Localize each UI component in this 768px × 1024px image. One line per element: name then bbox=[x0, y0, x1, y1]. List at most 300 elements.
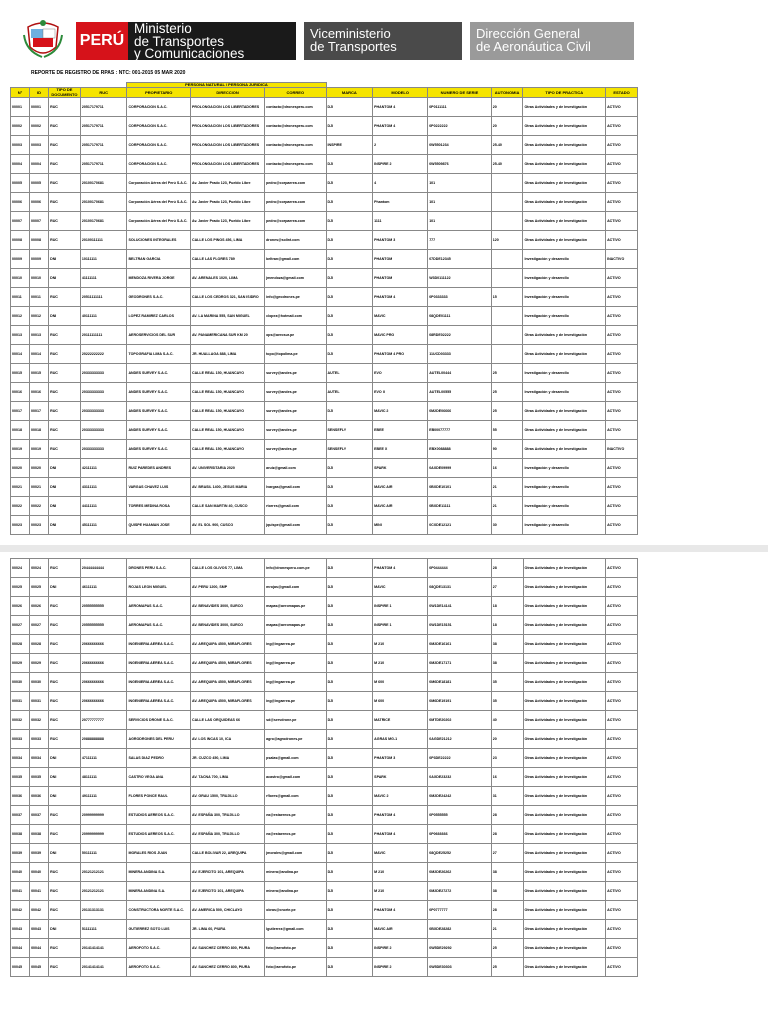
cell-address: CALLE LAS ORQUIDEAS 66 bbox=[191, 711, 265, 730]
cell-owner: TOPOGRAFIA LIMA S.A.C. bbox=[127, 345, 191, 364]
cell-number: 00018 bbox=[11, 421, 30, 440]
cell-email: rflores@gmail.com bbox=[265, 787, 326, 806]
cell-ruc: 20222222222 bbox=[80, 345, 127, 364]
cell-status: ACTIVO bbox=[606, 901, 638, 920]
cell-serial: 0W5DE30303 bbox=[428, 958, 492, 977]
cell-practice-type: Otras Actividades y de Investigación bbox=[523, 844, 606, 863]
cell-address: Av. Javier Prado 123, Pueblo Libre bbox=[190, 193, 264, 212]
cell-id: 00036 bbox=[30, 787, 49, 806]
cell-serial: 0W1DE14141 bbox=[428, 597, 492, 616]
cell-ruc: 10111111 bbox=[80, 250, 127, 269]
cell-serial: 0M2DE06666 bbox=[428, 402, 492, 421]
cell-status: ACTIVO bbox=[606, 212, 638, 231]
cell-email: aruiz@gmail.com bbox=[265, 459, 326, 478]
cell-email: pedro@corpaerea.com bbox=[265, 193, 326, 212]
cell-email: minera@andina.pe bbox=[265, 863, 326, 882]
cell-serial: AUTEL00444 bbox=[428, 364, 492, 383]
cell-serial: 101 bbox=[428, 193, 492, 212]
table-row bbox=[11, 288, 638, 307]
cell-number: 00013 bbox=[11, 326, 30, 345]
cell-ruc: 20517179711 bbox=[80, 117, 127, 136]
cell-id: 00010 bbox=[30, 269, 49, 288]
cell-status: ACTIVO bbox=[606, 806, 638, 825]
cell-model: SPARK bbox=[373, 459, 428, 478]
cell-number: 00029 bbox=[11, 654, 30, 673]
cell-ruc: 20121212121 bbox=[80, 863, 127, 882]
cell-doc-type: RUC bbox=[49, 939, 81, 958]
cell-address: JR. HUALLAGA 888, LIMA bbox=[190, 345, 264, 364]
cell-email: psalas@gmail.com bbox=[265, 749, 326, 768]
cell-status: ACTIVO bbox=[606, 616, 638, 635]
cell-owner: BELTRAN GARCIA bbox=[127, 250, 191, 269]
cell-id: 00003 bbox=[30, 136, 49, 155]
cell-address: CALLE BOLIVAR 22, AREQUIPA bbox=[191, 844, 265, 863]
cell-address: AV. ARENALES 1020, LIMA bbox=[190, 269, 264, 288]
cell-doc-type: DNI bbox=[49, 844, 81, 863]
cell-brand: DJI bbox=[326, 459, 373, 478]
cell-model: PHANTOM 4 bbox=[373, 825, 428, 844]
cell-autonomy bbox=[491, 307, 523, 326]
cell-autonomy: 20 bbox=[491, 730, 523, 749]
cell-status: ACTIVO bbox=[606, 863, 638, 882]
vice-line-1: Viceministerio bbox=[310, 26, 391, 41]
cell-address: AV. EJERCITO 101, AREQUIPA bbox=[191, 863, 265, 882]
cell-address: AV. AMERICA 500, CHICLAYO bbox=[191, 901, 265, 920]
cell-id: 00011 bbox=[30, 288, 49, 307]
ministry-line-1: Ministerio bbox=[134, 21, 192, 36]
table-row bbox=[11, 578, 638, 597]
cell-brand: AUTEL bbox=[326, 383, 373, 402]
cell-doc-type: RUC bbox=[49, 117, 81, 136]
cell-address: AV. PANAMERICANA SUR KM 20 bbox=[190, 326, 264, 345]
cell-email: beltran@gmail.com bbox=[265, 250, 326, 269]
cell-owner: ESTUDIOS AEREOS S.A.C. bbox=[127, 806, 191, 825]
cell-practice-type: Investigación y desarrollo bbox=[523, 269, 606, 288]
cell-brand: DJI bbox=[326, 174, 373, 193]
cell-id: 00018 bbox=[30, 421, 49, 440]
cell-status: ACTIVO bbox=[606, 421, 638, 440]
table-row bbox=[11, 806, 638, 825]
cell-serial: 07DDE12345 bbox=[428, 250, 492, 269]
cell-address: AV. EJERCITO 101, AREQUIPA bbox=[191, 882, 265, 901]
cell-doc-type: RUC bbox=[49, 288, 81, 307]
cell-autonomy: 16 bbox=[491, 768, 523, 787]
cell-status: ACTIVO bbox=[606, 711, 638, 730]
cell-address: PROLONGACION LOS LIBERTADORES bbox=[190, 117, 264, 136]
cell-address: AV. BENAVIDES 3000, SURCO bbox=[191, 597, 265, 616]
cell-doc-type: RUC bbox=[49, 692, 81, 711]
cell-id: 00019 bbox=[30, 440, 49, 459]
cell-autonomy: 27 bbox=[491, 578, 523, 597]
cell-doc-type: RUC bbox=[49, 193, 81, 212]
cell-id: 00041 bbox=[30, 882, 49, 901]
cell-brand: DJI bbox=[326, 497, 373, 516]
cell-brand: SENSEFLY bbox=[326, 440, 373, 459]
cell-autonomy: 40 bbox=[491, 711, 523, 730]
cell-ruc: 20100170681 bbox=[80, 212, 127, 231]
cell-brand: DJI bbox=[326, 711, 373, 730]
cell-owner: CORPORACION S.A.C. bbox=[127, 117, 191, 136]
cell-serial: 0CXDE12121 bbox=[428, 516, 492, 535]
cell-serial: 0P0111111 bbox=[428, 98, 492, 117]
cell-id: 00012 bbox=[30, 307, 49, 326]
cell-brand: DJI bbox=[326, 882, 373, 901]
cell-ruc: 20517179711 bbox=[80, 136, 127, 155]
cell-status: ACTIVO bbox=[606, 844, 638, 863]
cell-practice-type: Otras Actividades y de Investigación bbox=[523, 98, 606, 117]
cell-doc-type: RUC bbox=[49, 863, 81, 882]
cell-serial: 0M2DE26262 bbox=[428, 863, 492, 882]
cell-model: PHANTOM 4 bbox=[373, 288, 428, 307]
cell-practice-type: Investigación y desarrollo bbox=[523, 250, 606, 269]
cell-id: 00038 bbox=[30, 825, 49, 844]
cell-email: pedro@corpaerea.com bbox=[265, 212, 326, 231]
report-title: REPORTE DE REGISTRO DE RPAS : NTC: 001-2015 05 MAR 2020 bbox=[31, 70, 186, 76]
cell-doc-type: RUC bbox=[49, 174, 81, 193]
cell-autonomy: 38 bbox=[491, 882, 523, 901]
cell-number: 00005 bbox=[11, 174, 30, 193]
cell-number: 00003 bbox=[11, 136, 30, 155]
cell-owner: Corporación Aérea del Perú S.A.C. bbox=[127, 174, 191, 193]
cell-owner: INGENIERIA AEREA S.A.C. bbox=[127, 654, 191, 673]
cell-autonomy: 23 bbox=[491, 749, 523, 768]
cell-address: AV. BENAVIDES 3000, SURCO bbox=[191, 616, 265, 635]
cell-id: 00031 bbox=[30, 692, 49, 711]
cell-serial: 0BXDE10101 bbox=[428, 478, 492, 497]
cell-id: 00015 bbox=[30, 364, 49, 383]
cell-autonomy: 38 bbox=[491, 863, 523, 882]
cell-ruc: 20666666666 bbox=[80, 635, 127, 654]
cell-serial: 0P0555555 bbox=[428, 806, 492, 825]
cell-number: 00020 bbox=[11, 459, 30, 478]
cell-email: topo@topolima.pe bbox=[265, 345, 326, 364]
cell-owner: DRONES PERU S.A.C. bbox=[127, 559, 191, 578]
cell-serial: 0W1DE15151 bbox=[428, 616, 492, 635]
cell-status: ACTIVO bbox=[606, 920, 638, 939]
cell-owner: GEODRONES S.A.C. bbox=[127, 288, 191, 307]
cell-address: AV. LA MARINA 555, SAN MIGUEL bbox=[190, 307, 264, 326]
vice-line-2: de Transportes bbox=[310, 38, 397, 54]
cell-email: info@dronesperu.com.pe bbox=[265, 559, 326, 578]
cell-practice-type: Otras Actividades y de Investigación bbox=[523, 635, 606, 654]
cell-practice-type: Otras Actividades y de Investigación bbox=[523, 825, 606, 844]
cell-autonomy: 25 bbox=[491, 958, 523, 977]
table-row bbox=[11, 440, 638, 459]
cell-brand: DJI bbox=[326, 806, 373, 825]
cell-practice-type: Otras Actividades y de Investigación bbox=[523, 711, 606, 730]
column-header: CORREO bbox=[265, 88, 326, 98]
table-row bbox=[11, 882, 638, 901]
cell-serial: 0P0222222 bbox=[428, 117, 492, 136]
cell-id: 00035 bbox=[30, 768, 49, 787]
table-row bbox=[11, 98, 638, 117]
table-row bbox=[11, 459, 638, 478]
cell-autonomy: 90 bbox=[491, 440, 523, 459]
cell-number: 00030 bbox=[11, 673, 30, 692]
cell-id: 00033 bbox=[30, 730, 49, 749]
cell-email: sd@servdrone.pe bbox=[265, 711, 326, 730]
cell-id: 00022 bbox=[30, 497, 49, 516]
table-row bbox=[11, 155, 638, 174]
peru-label: PERÚ bbox=[76, 22, 128, 60]
cell-model: EBEE bbox=[373, 421, 428, 440]
cell-owner: ANDES SURVEY S.A.C. bbox=[127, 402, 191, 421]
cell-brand: DJI bbox=[326, 345, 373, 364]
table-row bbox=[11, 231, 638, 250]
cell-autonomy bbox=[491, 212, 523, 231]
cell-id: 00014 bbox=[30, 345, 49, 364]
cell-practice-type: Otras Actividades y de Investigación bbox=[523, 749, 606, 768]
cell-number: 00037 bbox=[11, 806, 30, 825]
cell-practice-type: Otras Actividades y de Investigación bbox=[523, 174, 606, 193]
cell-email: survey@andes.pe bbox=[265, 364, 326, 383]
cell-address: AV. SANCHEZ CERRO 800, PIURA bbox=[191, 939, 265, 958]
cell-serial: 08QDE01111 bbox=[428, 307, 492, 326]
cell-practice-type: Otras Actividades y de Investigación bbox=[523, 730, 606, 749]
cell-practice-type: Otras Actividades y de Investigación bbox=[523, 559, 606, 578]
cell-doc-type: RUC bbox=[49, 326, 81, 345]
cell-model: INSPIRE 1 bbox=[373, 616, 428, 635]
cell-number: 00015 bbox=[11, 364, 30, 383]
cell-brand: DJI bbox=[326, 597, 373, 616]
cell-autonomy: 25 bbox=[491, 402, 523, 421]
cell-email: jquispe@gmail.com bbox=[265, 516, 326, 535]
cell-model: Phantom bbox=[373, 193, 428, 212]
cell-owner: MENDOZA RIVERA JORGE bbox=[127, 269, 191, 288]
cell-model: M 210 bbox=[373, 654, 428, 673]
cell-model: INSPIRE 1 bbox=[373, 597, 428, 616]
table-row bbox=[11, 250, 638, 269]
table-row bbox=[11, 635, 638, 654]
cell-id: 00042 bbox=[30, 901, 49, 920]
report-page-2 bbox=[0, 552, 768, 1024]
cell-status: ACTIVO bbox=[606, 692, 638, 711]
cell-owner: MINERA ANDINA S.A. bbox=[127, 882, 191, 901]
cell-autonomy bbox=[491, 250, 523, 269]
cell-model: INSPIRE 2 bbox=[373, 155, 428, 174]
cell-brand: DJI bbox=[326, 749, 373, 768]
cell-doc-type: DNI bbox=[49, 749, 81, 768]
cell-owner: VARGAS CHAVEZ LUIS bbox=[127, 478, 191, 497]
cell-status: ACTIVO bbox=[606, 787, 638, 806]
cell-ruc: 48111111 bbox=[80, 768, 127, 787]
cell-address: CALLE REAL 150, HUANCAYO bbox=[190, 440, 264, 459]
cell-serial: 08RDE02222 bbox=[428, 326, 492, 345]
cell-address: AV. PERU 1200, SMP bbox=[191, 578, 265, 597]
ministry-line-3: y Comunicaciones bbox=[134, 46, 245, 61]
cell-autonomy: 25 bbox=[491, 364, 523, 383]
cell-ruc: 20555555555 bbox=[80, 597, 127, 616]
cell-brand: DJI bbox=[326, 578, 373, 597]
cell-status: ACTIVO bbox=[606, 307, 638, 326]
cell-model: MAVIC PRO bbox=[373, 326, 428, 345]
cell-serial: 08QDE25252 bbox=[428, 844, 492, 863]
cell-autonomy bbox=[491, 345, 523, 364]
cell-serial: 0W5509876 bbox=[428, 155, 492, 174]
column-header: TIPO DE DOCUMENTO bbox=[49, 88, 81, 98]
cell-number: 00028 bbox=[11, 635, 30, 654]
cell-brand: DJI bbox=[326, 326, 373, 345]
cell-email: minera@andina.pe bbox=[265, 882, 326, 901]
cell-status: ACTIVO bbox=[606, 497, 638, 516]
cell-status: ACTIVO bbox=[606, 635, 638, 654]
cell-model: MAVIC AIR bbox=[373, 478, 428, 497]
cell-ruc: 20999999999 bbox=[80, 825, 127, 844]
column-header: ESTADO bbox=[606, 88, 638, 98]
cell-number: 00044 bbox=[11, 939, 30, 958]
cell-address: PROLONGACION LOS LIBERTADORES bbox=[190, 98, 264, 117]
cell-id: 00025 bbox=[30, 578, 49, 597]
cell-serial: 11UCD03333 bbox=[428, 345, 492, 364]
cell-ruc: 20141414141 bbox=[80, 958, 127, 977]
cell-doc-type: RUC bbox=[49, 212, 81, 231]
cell-owner: Corporación Aérea del Perú S.A.C. bbox=[127, 212, 191, 231]
cell-serial: 777 bbox=[428, 231, 492, 250]
cell-number: 00025 bbox=[11, 578, 30, 597]
cell-model: PHANTOM 4 bbox=[373, 806, 428, 825]
cell-practice-type: Otras Actividades y de Investigación bbox=[523, 654, 606, 673]
cell-serial: 101 bbox=[428, 174, 492, 193]
cell-autonomy: 28 bbox=[491, 825, 523, 844]
cell-autonomy: 38 bbox=[491, 635, 523, 654]
cell-brand: DJI bbox=[326, 98, 373, 117]
table-row bbox=[11, 616, 638, 635]
cell-brand: DJI bbox=[326, 635, 373, 654]
cell-address: AV. AREQUIPA 4500, MIRAFLORES bbox=[191, 654, 265, 673]
cell-practice-type: Otras Actividades y de Investigación bbox=[523, 155, 606, 174]
cell-model: INSPIRE 2 bbox=[373, 958, 428, 977]
cell-number: 00039 bbox=[11, 844, 30, 863]
cell-serial: 0P0777777 bbox=[428, 901, 492, 920]
cell-id: 00037 bbox=[30, 806, 49, 825]
cell-autonomy bbox=[491, 269, 523, 288]
cell-autonomy: 25 bbox=[491, 939, 523, 958]
table-row bbox=[11, 920, 638, 939]
cell-model: PHANTOM 4 bbox=[373, 117, 428, 136]
cell-email: jmorales@gmail.com bbox=[265, 844, 326, 863]
cell-ruc: 20999999999 bbox=[80, 806, 127, 825]
cell-autonomy: 38 bbox=[491, 654, 523, 673]
cell-model: M 600 bbox=[373, 692, 428, 711]
cell-address: CALLE LOS CEDROS 321, SAN ISIDRO bbox=[190, 288, 264, 307]
cell-practice-type: Otras Actividades y de Investigación bbox=[523, 597, 606, 616]
cell-owner: AEROSERVICIOS DEL SUR bbox=[127, 326, 191, 345]
cell-practice-type: Otras Actividades y de Investigación bbox=[523, 768, 606, 787]
direction-block bbox=[470, 22, 634, 60]
cell-model: PHANTOM 4 bbox=[373, 98, 428, 117]
cell-autonomy: 18 bbox=[491, 597, 523, 616]
cell-practice-type: Otras Actividades y de Investigación bbox=[523, 136, 606, 155]
cell-id: 00001 bbox=[30, 98, 49, 117]
column-header: PROPIETARIO bbox=[127, 88, 191, 98]
cell-ruc: 20666666666 bbox=[80, 654, 127, 673]
cell-email: agro@agrodrones.pe bbox=[265, 730, 326, 749]
cell-ruc: 20333333333 bbox=[80, 383, 127, 402]
cell-email: contacto@dronesperu.com bbox=[265, 98, 326, 117]
cell-ruc: 20517179711 bbox=[80, 98, 127, 117]
cell-email: contacto@dronesperu.com bbox=[265, 136, 326, 155]
cell-address: AV. UNIVERSITARIA 2020 bbox=[190, 459, 264, 478]
cell-status: INACTIVO bbox=[606, 250, 638, 269]
cell-practice-type: Otras Actividades y de Investigación bbox=[523, 231, 606, 250]
cell-brand: DJI bbox=[326, 193, 373, 212]
table-row bbox=[11, 326, 638, 345]
cell-number: 00017 bbox=[11, 402, 30, 421]
cell-id: 00005 bbox=[30, 174, 49, 193]
cell-brand: DJI bbox=[326, 516, 373, 535]
cell-email: lvargas@gmail.com bbox=[265, 478, 326, 497]
cell-id: 00009 bbox=[30, 250, 49, 269]
cell-id: 00002 bbox=[30, 117, 49, 136]
cell-address: PROLONGACION LOS LIBERTADORES bbox=[190, 155, 264, 174]
cell-email: mapas@aeromapas.pe bbox=[265, 597, 326, 616]
cell-email: ops@aerosur.pe bbox=[265, 326, 326, 345]
cell-doc-type: RUC bbox=[49, 616, 81, 635]
cell-status: ACTIVO bbox=[606, 98, 638, 117]
cell-number: 00043 bbox=[11, 920, 30, 939]
cell-email: survey@andes.pe bbox=[265, 421, 326, 440]
cell-status: ACTIVO bbox=[606, 654, 638, 673]
cell-number: 00038 bbox=[11, 825, 30, 844]
cell-serial: 101 bbox=[428, 212, 492, 231]
cell-id: 00006 bbox=[30, 193, 49, 212]
cell-status: ACTIVO bbox=[606, 269, 638, 288]
cell-brand: DJI bbox=[326, 673, 373, 692]
cell-owner: AEROFOTO S.A.C. bbox=[127, 958, 191, 977]
cell-brand: DJI bbox=[326, 250, 373, 269]
cell-doc-type: RUC bbox=[49, 136, 81, 155]
cell-number: 00012 bbox=[11, 307, 30, 326]
cell-address: CALLE LOS PINOS 456, LIMA bbox=[190, 231, 264, 250]
cell-number: 00027 bbox=[11, 616, 30, 635]
cell-practice-type: Otras Actividades y de Investigación bbox=[523, 345, 606, 364]
cell-address: CALLE REAL 150, HUANCAYO bbox=[190, 402, 264, 421]
cell-model: EBEE X bbox=[373, 440, 428, 459]
cell-brand: DJI bbox=[326, 212, 373, 231]
cell-status: ACTIVO bbox=[606, 402, 638, 421]
cell-id: 00027 bbox=[30, 616, 49, 635]
cell-practice-type: Investigación y desarrollo bbox=[523, 478, 606, 497]
cell-practice-type: Otras Actividades y de Investigación bbox=[523, 421, 606, 440]
table-row bbox=[11, 478, 638, 497]
cell-doc-type: RUC bbox=[49, 402, 81, 421]
column-header: N° bbox=[11, 88, 30, 98]
cell-autonomy: 21 bbox=[491, 478, 523, 497]
cell-ruc: 20100111111 bbox=[80, 231, 127, 250]
cell-owner: AEROMAPAS S.A.C. bbox=[127, 616, 191, 635]
cell-brand: DJI bbox=[326, 307, 373, 326]
cell-practice-type: Investigación y desarrollo bbox=[523, 459, 606, 478]
table-row bbox=[11, 497, 638, 516]
table-row bbox=[11, 692, 638, 711]
cell-serial: 0P0444444 bbox=[428, 559, 492, 578]
cell-doc-type: RUC bbox=[49, 635, 81, 654]
cell-owner: ANDES SURVEY S.A.C. bbox=[127, 383, 191, 402]
cell-status: ACTIVO bbox=[606, 174, 638, 193]
table-row bbox=[11, 383, 638, 402]
cell-email: pedro@corpaerea.com bbox=[265, 174, 326, 193]
cell-status: ACTIVO bbox=[606, 364, 638, 383]
cell-number: 00009 bbox=[11, 250, 30, 269]
cell-number: 00045 bbox=[11, 958, 30, 977]
table-body bbox=[11, 98, 638, 535]
cell-autonomy: 35 bbox=[491, 673, 523, 692]
cell-owner: QUISPE HUAMAN JOSE bbox=[127, 516, 191, 535]
column-header: DIRECCION bbox=[190, 88, 264, 98]
table-row bbox=[11, 901, 638, 920]
cell-autonomy bbox=[491, 326, 523, 345]
cell-brand: DJI bbox=[326, 901, 373, 920]
